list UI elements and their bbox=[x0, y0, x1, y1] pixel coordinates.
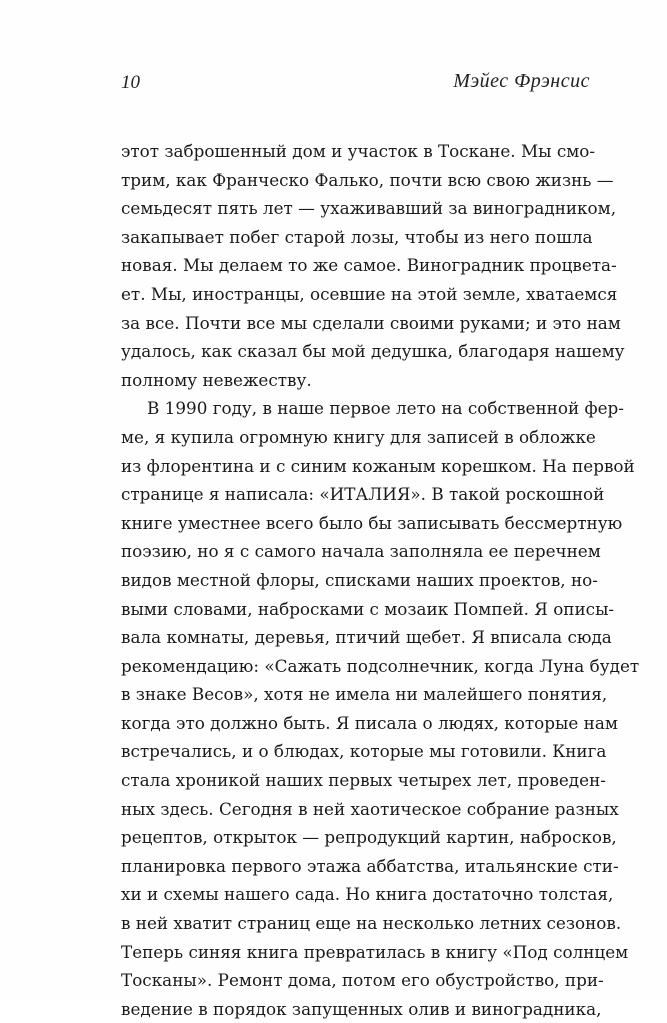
text-line: поэзию, но я с самого начала заполняла ее перечнем bbox=[121, 541, 601, 562]
text-line: за все. Почти все мы сделали своими руками; и это нам bbox=[121, 312, 621, 333]
text-line: Тосканы». Ремонт дома, потом его обустройство, при- bbox=[121, 970, 604, 991]
text-line: планировка первого этажа аббатства, итальянские сти- bbox=[121, 855, 619, 876]
text-line: встречались, и о блюдах, которые мы готовили. Книга bbox=[121, 741, 607, 762]
text-line: В 1990 году, в наше первое лето на собственной фер- bbox=[147, 398, 624, 419]
text-line: выми словами, набросками с мозаик Помпей. Я описы- bbox=[121, 598, 615, 619]
text-line: странице я написала: «ИТАЛИЯ». В такой роскошной bbox=[121, 484, 605, 505]
text-line: ведение в порядок запущенных олив и виноградника, bbox=[121, 998, 602, 1019]
text-line: этот заброшенный дом и участок в Тоскане. Мы смо- bbox=[121, 141, 596, 161]
text-line: вала комнаты, деревья, птичий щебет. Я вписала сюда bbox=[121, 627, 612, 648]
text-line: новая. Мы делаем то же самое. Виноградник процвета- bbox=[121, 255, 617, 276]
body-text bbox=[121, 137, 640, 1023]
text-line: полному невежеству. bbox=[121, 369, 312, 390]
text-line: стала хроникой наших первых четырех лет, проведен- bbox=[121, 770, 606, 791]
text-line: ных здесь. Сегодня в ней хаотическое собрание разных bbox=[121, 798, 619, 819]
text-line: рекомендацию: «Сажать подсолнечник, когда Луна будет bbox=[121, 655, 640, 676]
text-line: удалось, как сказал бы мой дедушка, благодаря нашему bbox=[121, 341, 625, 362]
text-line: ет. Мы, иностранцы, осевшие на этой земле, хватаемся bbox=[121, 283, 618, 304]
text-line: хи и схемы нашего сада. Но книга достаточно толстая, bbox=[121, 884, 614, 905]
text-line: рецептов, открыток — репродукций картин, набросков, bbox=[121, 827, 617, 848]
text-line: в ней хватит страниц еще на несколько летних сезонов. bbox=[121, 913, 622, 934]
page-number: 10 bbox=[121, 72, 140, 93]
text-line: трим, как Франческо Фалько, почти всю свою жизнь — bbox=[121, 169, 614, 190]
running-head-author: Мэйес Фрэнсис bbox=[453, 70, 590, 92]
text-line: закапывает побег старой лозы, чтобы из него пошла bbox=[121, 226, 593, 247]
text-line: книге уместнее всего было бы записывать бессмертную bbox=[121, 512, 623, 533]
text-line: Теперь синяя книга превратилась в книгу «Под солнцем bbox=[121, 941, 629, 962]
text-line: из флорентина и с синим кожаным корешком. На первой bbox=[121, 455, 635, 476]
text-line: в знаке Весов», хотя не имела ни малейшего понятия, bbox=[121, 684, 608, 705]
text-line: ме, я купила огромную книгу для записей в обложке bbox=[121, 426, 596, 447]
text-line: видов местной флоры, списками наших проектов, но- bbox=[121, 569, 598, 590]
text-line: семьдесят пять лет — ухаживавший за виноградником, bbox=[121, 198, 617, 219]
text-line: когда это должно быть. Я писала о людях, которые нам bbox=[121, 712, 618, 733]
